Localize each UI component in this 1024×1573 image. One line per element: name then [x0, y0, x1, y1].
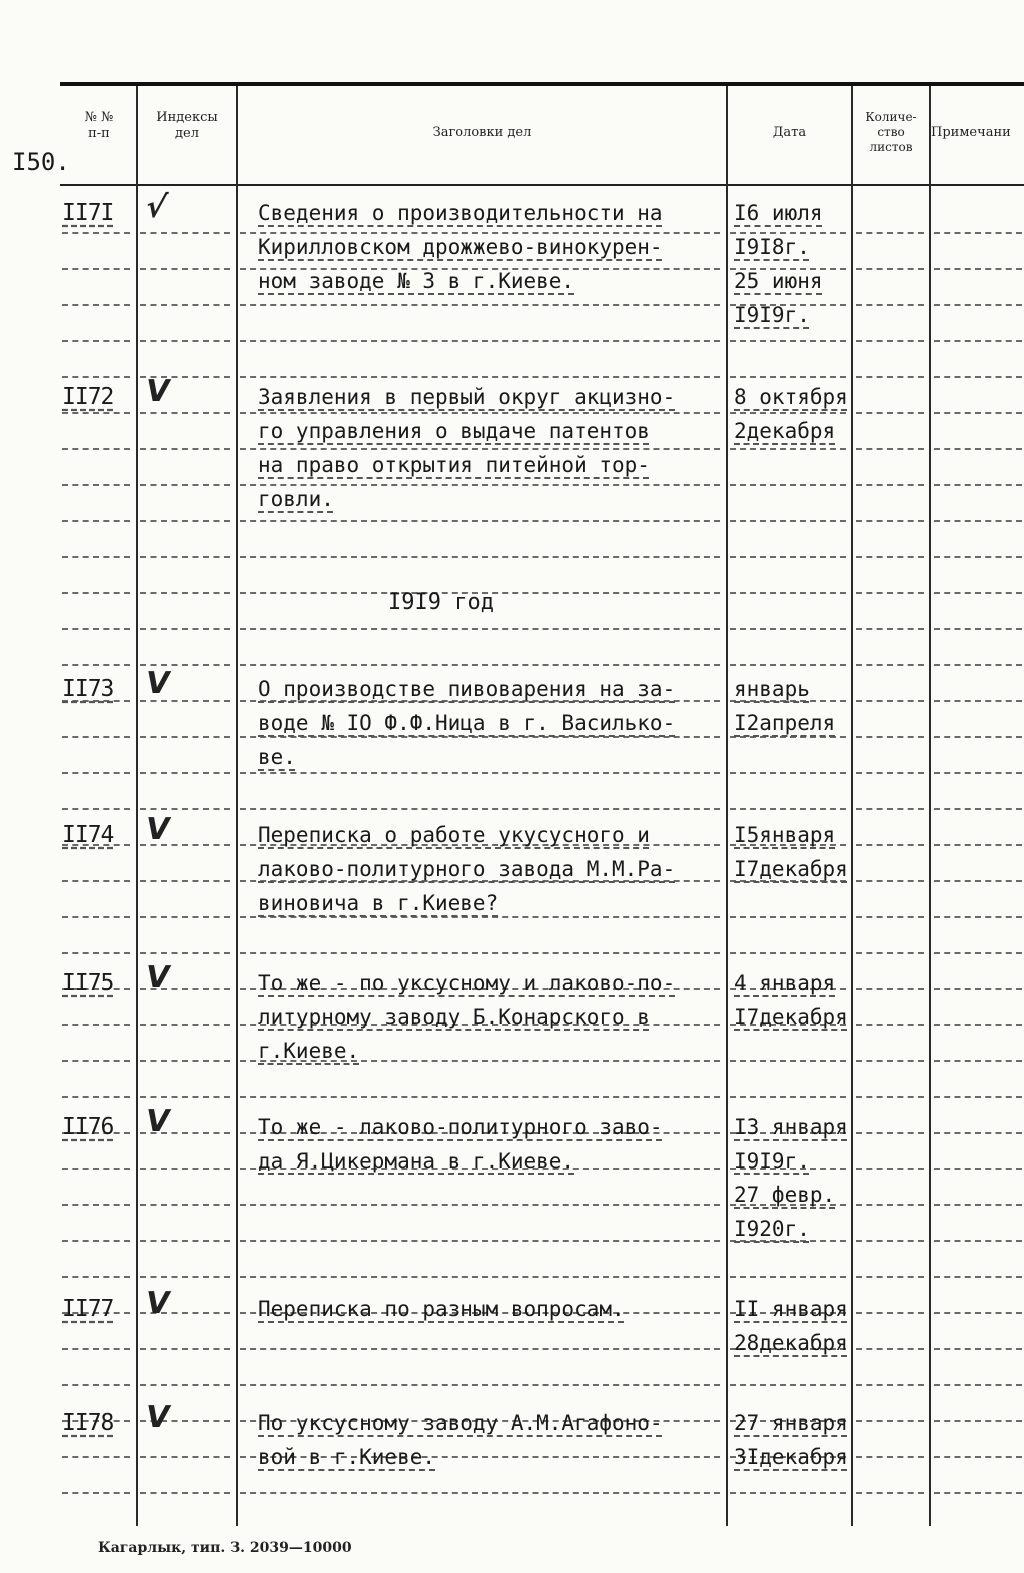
ruled-line-segment	[140, 1456, 230, 1458]
ruled-line-segment	[730, 664, 846, 666]
ruled-line-segment	[240, 1492, 720, 1494]
ruled-line-segment	[934, 1132, 1022, 1134]
entry-date-line: 27 февр.	[734, 1183, 836, 1207]
ruled-line-segment	[730, 1096, 846, 1098]
ruled-line-segment	[62, 916, 130, 918]
ruled-line-segment	[140, 1060, 230, 1062]
year-heading: I9I9 год	[388, 590, 494, 615]
ruled-line-segment	[140, 1024, 230, 1026]
ruled-line-segment	[730, 592, 846, 594]
ruled-line-segment	[140, 916, 230, 918]
index-checkmark: V	[142, 960, 173, 995]
ruled-line-segment	[856, 628, 924, 630]
index-checkmark: V	[142, 374, 173, 409]
ruled-line-segment	[934, 1456, 1022, 1458]
ruled-line-segment	[856, 340, 924, 342]
entry-date-line: 3Iдекабря	[734, 1445, 848, 1469]
ruled-line-segment	[856, 1276, 924, 1278]
ruled-line-segment	[62, 520, 130, 522]
ruled-line-segment	[856, 412, 924, 414]
column-divider-date	[851, 86, 853, 1526]
ruled-line-segment	[140, 340, 230, 342]
ruled-line-segment	[140, 1168, 230, 1170]
ruled-line-segment	[240, 1204, 720, 1206]
ruled-line-segment	[140, 520, 230, 522]
ruled-line-segment	[62, 448, 130, 450]
ruled-line-segment	[856, 592, 924, 594]
ruled-line-segment	[62, 304, 130, 306]
ruled-line-segment	[730, 484, 846, 486]
ruled-line-segment	[62, 1240, 130, 1242]
entry-date-line: I5января	[734, 823, 836, 847]
ruled-line-segment	[140, 1204, 230, 1206]
ruled-line-segment	[934, 1492, 1022, 1494]
ruled-line-segment	[856, 556, 924, 558]
ruled-line-segment	[856, 1096, 924, 1098]
entry-title-line: лаково-политурного завода М.М.Ра-	[258, 857, 676, 881]
entry-date-line: I6 июля	[734, 201, 823, 225]
ruled-line-segment	[856, 1348, 924, 1350]
ruled-line-segment	[934, 556, 1022, 558]
ruled-line-segment	[934, 808, 1022, 810]
ruled-line-segment	[856, 1024, 924, 1026]
entry-title-line: Переписка по разным вопросам.	[258, 1297, 625, 1321]
column-divider-num	[136, 86, 138, 1526]
ruled-line-segment	[62, 736, 130, 738]
ruled-line-segment	[240, 664, 720, 666]
ruled-line-segment	[140, 232, 230, 234]
entry-title-line: говли.	[258, 487, 334, 511]
entry-date-line: I2апреля	[734, 711, 836, 735]
entry-title-line: По уксусному заводу А.М.Агафоно-	[258, 1411, 663, 1435]
entry-title-line: То же - лаково-политурного заво-	[258, 1115, 663, 1139]
ruled-line-segment	[240, 952, 720, 954]
header-bottom-rule	[60, 184, 1024, 186]
ruled-line-segment	[62, 556, 130, 558]
entry-date-line: январь	[734, 677, 810, 701]
ruled-line-segment	[934, 1168, 1022, 1170]
ruled-line-segment	[62, 1168, 130, 1170]
ruled-line-segment	[856, 988, 924, 990]
ruled-line-segment	[730, 1492, 846, 1494]
ruled-line-segment	[240, 1240, 720, 1242]
entry-title-line: вой в г.Киеве.	[258, 1445, 436, 1469]
ruled-line-segment	[240, 808, 720, 810]
header-date: Дата	[772, 125, 807, 140]
ruled-line-segment	[240, 1348, 720, 1350]
entry-date-line: I920г.	[734, 1217, 810, 1241]
ruled-line-segment	[140, 268, 230, 270]
entry-date-line: 25 июня	[734, 269, 823, 293]
ruled-line-segment	[934, 772, 1022, 774]
ruled-line-segment	[934, 664, 1022, 666]
ruled-line-segment	[62, 1276, 130, 1278]
ruled-line-segment	[856, 844, 924, 846]
ruled-line-segment	[730, 772, 846, 774]
entry-date-line: I9I9г.	[734, 1149, 810, 1173]
ruled-line-segment	[62, 1456, 130, 1458]
entry-number: II74	[62, 822, 114, 848]
ruled-line-segment	[140, 592, 230, 594]
ruled-line-segment	[856, 376, 924, 378]
ruled-line-segment	[934, 304, 1022, 306]
ruled-line-segment	[856, 664, 924, 666]
index-checkmark: V	[142, 666, 173, 701]
entry-title-line: Сведения о производительности на	[258, 201, 663, 225]
ruled-line-segment	[730, 1276, 846, 1278]
ruled-line-segment	[856, 1204, 924, 1206]
index-checkmark: √	[142, 190, 170, 225]
ruled-line-segment	[934, 1204, 1022, 1206]
ruled-line-segment	[934, 628, 1022, 630]
entry-date-line: I9I8г.	[734, 235, 810, 259]
ruled-line-segment	[140, 556, 230, 558]
ruled-line-segment	[856, 772, 924, 774]
entry-number: II78	[62, 1410, 114, 1436]
entry-number: II75	[62, 970, 114, 996]
ruled-line-segment	[934, 880, 1022, 882]
ruled-line-segment	[856, 1060, 924, 1062]
ruled-line-segment	[856, 1456, 924, 1458]
ruled-line-segment	[856, 1240, 924, 1242]
ruled-line-segment	[62, 664, 130, 666]
entry-title-line: да Я.Цикермана в г.Киеве.	[258, 1149, 575, 1173]
page-number: I50.	[12, 148, 70, 176]
ruled-line-segment	[934, 592, 1022, 594]
ruled-line-segment	[856, 808, 924, 810]
ruled-line-segment	[934, 1384, 1022, 1386]
header-title: Заголовки дел	[432, 125, 532, 140]
ruled-line-segment	[62, 772, 130, 774]
entry-date-line: II января	[734, 1297, 848, 1321]
ruled-line-segment	[730, 628, 846, 630]
entry-title-line: воде № IO Ф.Ф.Ница в г. Василько-	[258, 711, 676, 735]
entry-date-line: I9I9г.	[734, 303, 810, 327]
ruled-line-segment	[62, 1492, 130, 1494]
ruled-line-segment	[934, 988, 1022, 990]
ruled-line-segment	[856, 304, 924, 306]
ruled-line-segment	[140, 628, 230, 630]
ruled-line-segment	[240, 520, 720, 522]
entry-title-line: на право открытия питейной тор-	[258, 453, 650, 477]
header-sheet-count: Количе- ство листов	[865, 110, 917, 154]
ruled-line-segment	[62, 1204, 130, 1206]
ruled-line-segment	[856, 1384, 924, 1386]
ruled-line-segment	[934, 376, 1022, 378]
entry-title-line: То же - по уксусному и лаково-по-	[258, 971, 676, 995]
entry-title-line: ве.	[258, 745, 296, 769]
ruled-line-segment	[240, 1384, 720, 1386]
entry-date-line: 2декабря	[734, 419, 836, 443]
ruled-line-segment	[730, 376, 846, 378]
entry-date-line: 4 января	[734, 971, 836, 995]
entry-date-line: I3 января	[734, 1115, 848, 1139]
ruled-line-segment	[140, 1276, 230, 1278]
ruled-line-segment	[934, 736, 1022, 738]
ruled-line-segment	[140, 952, 230, 954]
ruled-line-segment	[240, 772, 720, 774]
ruled-line-segment	[934, 1240, 1022, 1242]
ruled-line-segment	[856, 1312, 924, 1314]
entry-number: II72	[62, 384, 114, 410]
ruled-line-segment	[856, 232, 924, 234]
entry-title-line: Кирилловском дрожжево-винокурен-	[258, 235, 663, 259]
ruled-line-segment	[856, 916, 924, 918]
ruled-line-segment	[730, 808, 846, 810]
ruled-line-segment	[140, 880, 230, 882]
ruled-line-segment	[856, 268, 924, 270]
ruled-line-segment	[934, 1060, 1022, 1062]
ruled-line-segment	[730, 1384, 846, 1386]
ruled-line-segment	[62, 952, 130, 954]
ruled-line-segment	[140, 772, 230, 774]
entry-number: II77	[62, 1296, 114, 1322]
ruled-line-segment	[934, 1420, 1022, 1422]
index-checkmark: V	[142, 812, 173, 847]
ruled-line-segment	[730, 340, 846, 342]
ruled-line-segment	[730, 952, 846, 954]
ruled-line-segment	[62, 484, 130, 486]
ruled-line-segment	[934, 520, 1022, 522]
entry-title-line: виновича в г.Киеве?	[258, 891, 499, 915]
ruled-line-segment	[934, 1096, 1022, 1098]
ruled-line-segment	[62, 1348, 130, 1350]
ruled-line-segment	[240, 556, 720, 558]
ruled-line-segment	[934, 340, 1022, 342]
ruled-line-segment	[856, 1168, 924, 1170]
entry-date-line: I7декабря	[734, 1005, 848, 1029]
index-checkmark: V	[142, 1104, 173, 1139]
ruled-line-segment	[140, 1348, 230, 1350]
ruled-line-segment	[140, 1096, 230, 1098]
column-divider-title	[726, 86, 728, 1526]
entry-title-line: О производстве пивоварения на за-	[258, 677, 676, 701]
ruled-line-segment	[62, 1384, 130, 1386]
ruled-line-segment	[240, 1096, 720, 1098]
ruled-line-segment	[62, 232, 130, 234]
ruled-line-segment	[856, 484, 924, 486]
ruled-line-segment	[240, 304, 720, 306]
ruled-line-segment	[62, 340, 130, 342]
ruled-line-segment	[730, 520, 846, 522]
ruled-line-segment	[934, 1312, 1022, 1314]
ruled-line-segment	[62, 592, 130, 594]
ruled-line-segment	[730, 556, 846, 558]
ruled-line-segment	[730, 448, 846, 450]
ruled-line-segment	[240, 340, 720, 342]
index-checkmark: V	[142, 1286, 173, 1321]
ruled-line-segment	[856, 1420, 924, 1422]
ruled-line-segment	[934, 1348, 1022, 1350]
ruled-line-segment	[140, 448, 230, 450]
ruled-line-segment	[856, 1132, 924, 1134]
ruled-line-segment	[62, 1060, 130, 1062]
ruled-line-segment	[856, 880, 924, 882]
ruled-line-segment	[240, 628, 720, 630]
ruled-line-segment	[934, 448, 1022, 450]
ruled-line-segment	[934, 844, 1022, 846]
ruled-line-segment	[62, 628, 130, 630]
ruled-line-segment	[62, 880, 130, 882]
ruled-line-segment	[140, 1492, 230, 1494]
ruled-line-segment	[856, 448, 924, 450]
header-num: № № п-п	[84, 110, 114, 141]
ruled-line-segment	[856, 520, 924, 522]
ruled-line-segment	[934, 484, 1022, 486]
ruled-line-segment	[934, 268, 1022, 270]
ruled-line-segment	[62, 268, 130, 270]
ruled-line-segment	[856, 952, 924, 954]
ruled-line-segment	[240, 1276, 720, 1278]
ruled-line-segment	[62, 1024, 130, 1026]
entry-title-line: г.Киеве.	[258, 1039, 360, 1063]
ruled-line-segment	[934, 952, 1022, 954]
header-index: Индексы дел	[156, 110, 218, 141]
entry-title-line: го управления о выдаче патентов	[258, 419, 650, 443]
entry-number: II76	[62, 1114, 114, 1140]
ruled-line-segment	[140, 736, 230, 738]
ruled-line-segment	[62, 1096, 130, 1098]
printer-footer: Кагарлык, тип. З. 2039—10000	[98, 1540, 352, 1556]
ruled-line-segment	[934, 1276, 1022, 1278]
ruled-line-segment	[856, 1492, 924, 1494]
ruled-line-segment	[140, 412, 230, 414]
ruled-line-segment	[140, 1240, 230, 1242]
entry-date-line: 27 января	[734, 1411, 848, 1435]
ruled-line-segment	[140, 484, 230, 486]
ruled-line-segment	[856, 736, 924, 738]
column-divider-count	[929, 86, 931, 1526]
entry-title-line: Переписка о работе укусусного и	[258, 823, 650, 847]
ruled-line-segment	[934, 412, 1022, 414]
ruled-line-segment	[62, 808, 130, 810]
ruled-line-segment	[934, 916, 1022, 918]
table-top-rule	[60, 82, 1024, 86]
column-divider-index	[236, 86, 238, 1526]
ruled-line-segment	[140, 808, 230, 810]
ruled-line-segment	[140, 304, 230, 306]
ruled-line-segment	[934, 232, 1022, 234]
ruled-line-segment	[934, 700, 1022, 702]
entry-title-line: Заявления в первый округ акцизно-	[258, 385, 676, 409]
entry-number: II73	[62, 676, 114, 702]
entry-title-line: литурному заводу Б.Конарского в	[258, 1005, 650, 1029]
ruled-line-segment	[240, 376, 720, 378]
entry-number: II7I	[62, 200, 114, 226]
ruled-line-segment	[856, 700, 924, 702]
ruled-line-segment	[934, 1024, 1022, 1026]
entry-date-line: 28декабря	[734, 1331, 848, 1355]
ruled-line-segment	[140, 1384, 230, 1386]
header-notes: Примечани	[931, 125, 1011, 140]
entry-date-line: I7декабря	[734, 857, 848, 881]
entry-title-line: ном заводе № 3 в г.Киеве.	[258, 269, 575, 293]
ruled-line-segment	[730, 1060, 846, 1062]
entry-date-line: 8 октября	[734, 385, 848, 409]
index-checkmark: V	[142, 1400, 173, 1435]
ruled-line-segment	[730, 916, 846, 918]
ruled-line-segment	[62, 376, 130, 378]
